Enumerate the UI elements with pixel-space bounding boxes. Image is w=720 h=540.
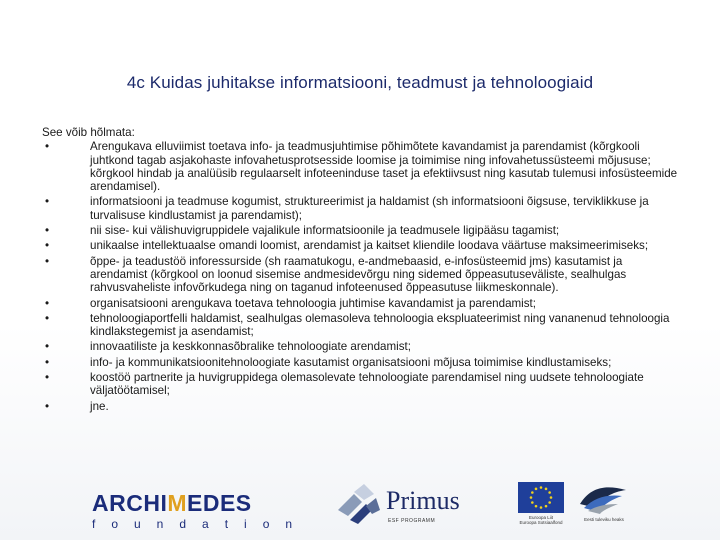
bullet-item	[42, 195, 682, 222]
bullet-item	[42, 140, 682, 193]
bullet-item	[42, 312, 682, 339]
eu-star-icon	[535, 505, 538, 508]
eu-star-icon	[530, 496, 533, 499]
eu-star-icon	[540, 506, 543, 509]
eu-flag-icon	[518, 482, 564, 513]
bullet-marker: •	[44, 140, 50, 154]
eu-logo	[515, 482, 565, 534]
slide-content	[42, 126, 682, 415]
slide-title: 4c Kuidas juhitakse informatsiooni, teadmust ja tehnoloogiaid	[126, 73, 594, 93]
bullet-item	[42, 356, 682, 369]
primus-logo-text: Primus	[386, 486, 460, 515]
eu-star-icon	[550, 496, 553, 499]
estonia-swallow-icon	[578, 480, 628, 516]
bullet-item	[42, 400, 682, 413]
bullet-text: jne.	[90, 399, 109, 413]
bullet-item	[42, 224, 682, 237]
bullet-text: nii sise- kui välishuvigruppidele vajalikule informatsioonile ja teadmusele ligipääsu tagamist;	[90, 224, 560, 238]
eu-star-icon	[548, 501, 551, 504]
eu-star-icon	[540, 486, 543, 489]
eu-star-icon	[545, 505, 548, 508]
bullet-marker: •	[44, 371, 50, 385]
estonia-logo	[578, 480, 628, 532]
bullet-marker: •	[44, 195, 50, 209]
bullet-marker: •	[44, 296, 50, 310]
eu-star-icon	[545, 488, 548, 491]
bullet-marker: •	[44, 355, 50, 369]
archimedes-logo-text-2: M	[167, 490, 188, 516]
bullet-text: organisatsiooni arengukava toetava tehnoloogia juhtimise kavandamist ja parendamist;	[90, 296, 536, 310]
bullet-text: koostöö partnerite ja huvigruppidega olemasolevate tehnoloogiate parendamisel ning uudsete tehnoloogiate väljatöötamisel;	[90, 371, 644, 398]
bullet-item	[42, 255, 682, 295]
bullet-marker: •	[44, 224, 50, 238]
eu-star-icon	[531, 491, 534, 494]
eu-logo-caption-line-2: Euroopa Sotsiaalfond	[519, 520, 563, 525]
bullet-list	[42, 140, 682, 413]
bullet-item	[42, 239, 682, 252]
primus-emblem-icon	[332, 480, 382, 530]
bullet-item	[42, 297, 682, 310]
primus-logo-subtitle: ESF PROGRAMM	[388, 518, 436, 524]
eu-star-icon	[535, 488, 538, 491]
bullet-text: õppe- ja teadustöö inforessurside (sh raamatukogu, e-andmebaasid, e-infosüsteemid jms) kasutamist ja arendamist (kõrgkool on loonud sisemise andmesidevõrgu ning sidemed õppeasutuseväliste, sealhulgas rahvusvaheliste infovõrkudega ning on taganud infoteenused õppeasutuse liikmeskonnale).	[90, 254, 627, 295]
bullet-text: tehnoloogiaportfelli haldamist, sealhulgas olemasoleva tehnoloogia ekspluateerimist ning vananenud tehnoloogia kindlakstegemist ja asendamist;	[90, 311, 670, 339]
bullet-text: unikaalse intellektuaalse omandi loomist, arendamist ja kaitset kliendile loodava väärtuse maksimeerimiseks;	[90, 239, 649, 253]
bullet-item	[42, 371, 682, 398]
bullet-marker: •	[44, 254, 50, 268]
bullet-text: info- ja kommunikatsioonitehnoloogiate kasutamist organisatsiooni mõjusa toimimise kindlustamiseks;	[90, 355, 612, 369]
bullet-marker: •	[44, 340, 50, 354]
bullet-item	[42, 340, 682, 353]
eu-logo-caption-line-1: Euroopa Liit	[528, 515, 554, 520]
bullet-marker: •	[44, 239, 50, 253]
bullet-text: informatsiooni ja teadmuse kogumist, struktureerimist ja haldamist (sh informatsiooni õigsuse, terviklikkuse ja turvalisuse kindlustamist ja parendamist);	[90, 195, 649, 222]
archimedes-logo-subtitle: foundation	[92, 517, 309, 531]
eu-star-icon	[548, 491, 551, 494]
logo-bar	[0, 478, 720, 538]
primus-logo	[332, 480, 472, 530]
bullet-text: innovaatiliste ja keskkonnasõbralike tehnoloogiate arendamist;	[90, 340, 411, 354]
archimedes-logo-text-1: ARCHI	[92, 490, 168, 516]
eu-logo-caption	[515, 515, 567, 525]
eu-star-icon	[531, 501, 534, 504]
archimedes-logo	[92, 492, 308, 532]
archimedes-logo-text-3: EDES	[187, 490, 252, 516]
estonia-logo-caption: Eesti tuleviku heaks	[584, 517, 624, 522]
bullet-text: Arengukava elluviimist toetava info- ja teadmusjuhtimise põhimõtete kavandamist ja parendamist (kõrgkooli juhtkond tagab asjakohaste infovahetusprotsesside loomise ja toimimise ning infovahetussüsteemi mõjususe; kõrgkool hindab ja analüüsib regulaarselt infoteeninduse taset ja efektiivsust ning kasutab tulemusi infosüsteemide arendamisel).	[90, 140, 678, 194]
intro-text: See võib hõlmata:	[42, 126, 135, 139]
bullet-marker: •	[44, 399, 50, 413]
bullet-marker: •	[44, 311, 50, 325]
